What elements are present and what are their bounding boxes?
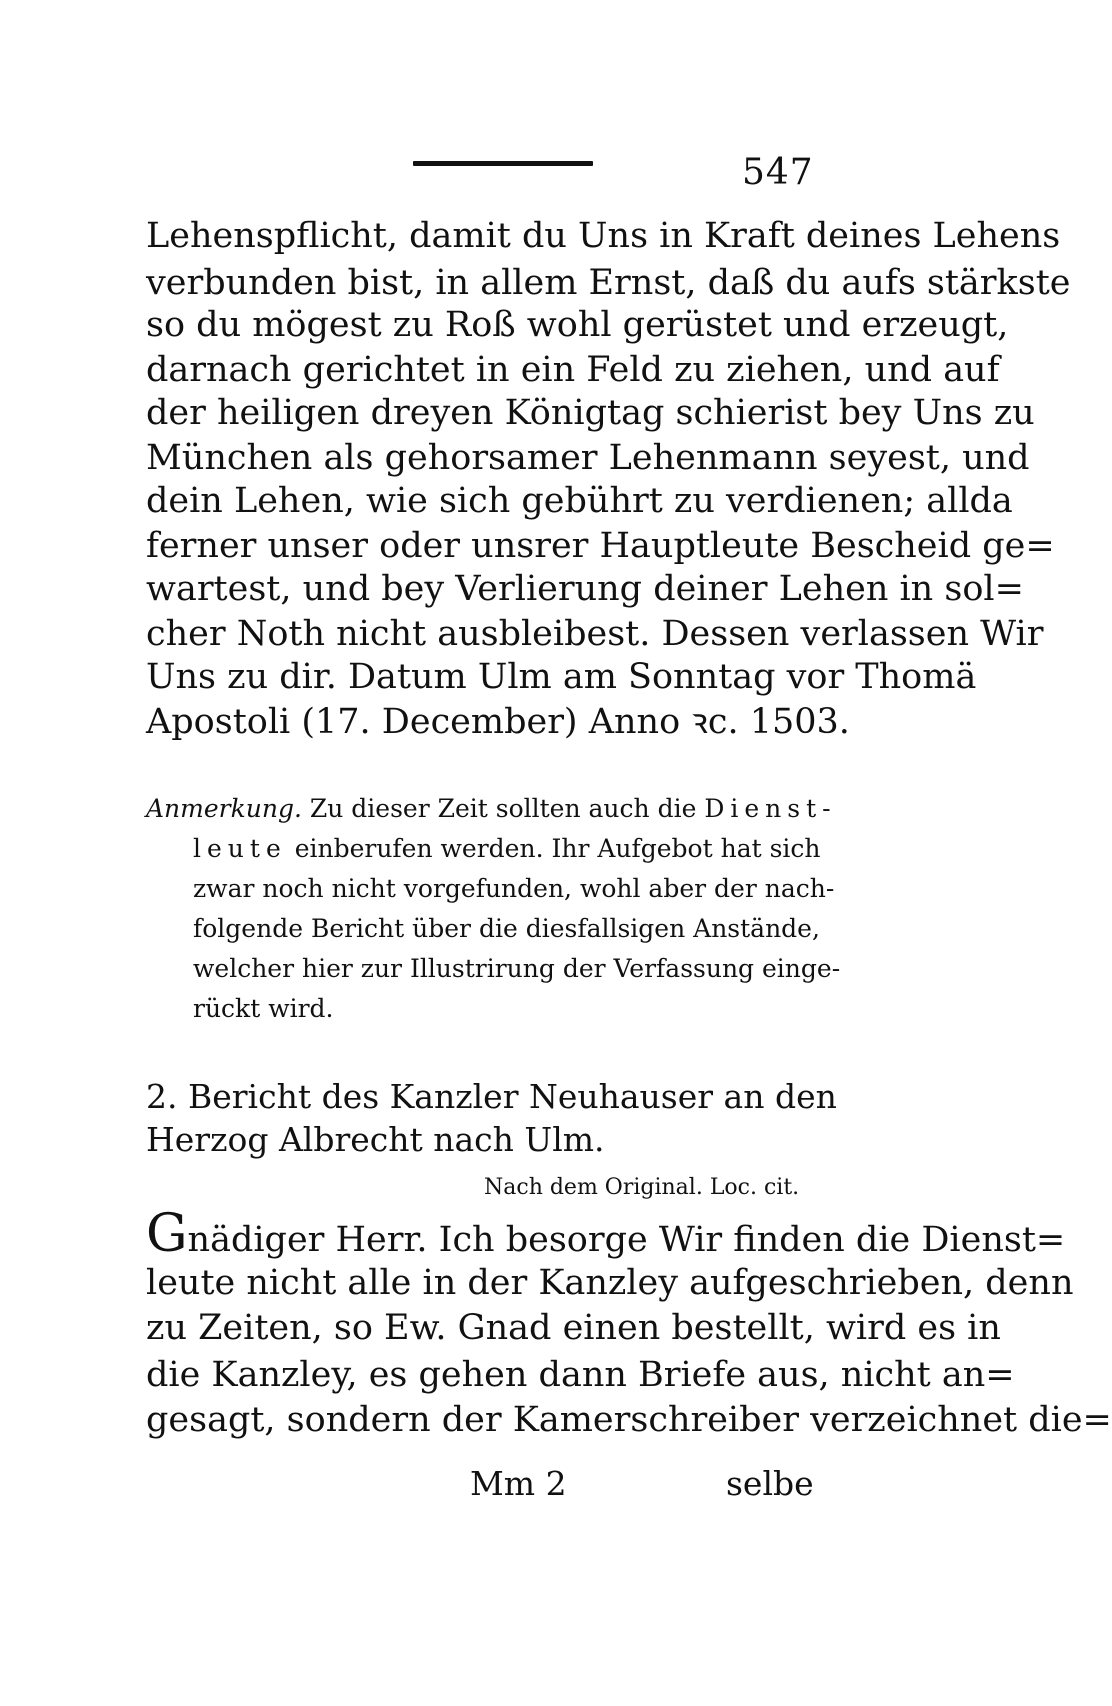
text-line: darnach gerichtet in ein Feld zu ziehen, und auf [146, 350, 1000, 390]
note-label: Anmerkung. [146, 794, 302, 823]
heading-line: Herzog Albrecht nach Ulm. [146, 1120, 605, 1159]
note-line [193, 832, 821, 866]
note-line: rückt wird. [193, 994, 334, 1023]
text-line: so du mögest zu Roß wohl gerüstet und erzeugt, [146, 305, 1009, 345]
text-line: cher Noth nicht ausbleibest. Dessen verlassen Wir [146, 614, 1044, 654]
source-reference: Nach dem Original. Loc. cit. [484, 1175, 800, 1200]
text-line: die Kanzley, es gehen dann Briefe aus, nicht an= [146, 1355, 1015, 1395]
note-text: einberufen werden. Ihr Aufgebot hat sich [294, 834, 821, 863]
text-line: dein Lehen, wie sich gebührt zu verdienen; allda [146, 481, 1013, 521]
note-line: folgende Bericht über die diesfallsigen Anstände, [193, 914, 820, 943]
header-rule [413, 161, 593, 166]
note-line: zwar noch nicht vorgefunden, wohl aber der nach- [193, 874, 835, 903]
text-line: Apostoli (17. December) Anno ꝛc. 1503. [146, 702, 850, 742]
text-line: leute nicht alle in der Kanzley aufgeschrieben, denn [146, 1263, 1074, 1303]
text-line: der heiligen dreyen Königtag schierist bey Uns zu [146, 393, 1035, 433]
text-line: gesagt, sondern der Kamerschreiber verzeichnet die= [146, 1400, 1112, 1440]
note-text: Zu dieser Zeit sollten auch die [309, 794, 697, 823]
text-line: Lehenspflicht, damit du Uns in Kraft deines Lehens [146, 216, 1061, 256]
drop-cap: G [146, 1204, 188, 1264]
signature-mark: Mm 2 [470, 1464, 567, 1503]
heading-line: 2. Bericht des Kanzler Neuhauser an den [146, 1077, 837, 1116]
text-line: Uns zu dir. Datum Ulm am Sonntag vor Thomä [146, 657, 977, 697]
text-line: wartest, und bey Verlierung deiner Lehen in sol= [146, 569, 1024, 609]
text-fragment: nädiger Herr. Ich besorge Wir finden die Dienst= [187, 1220, 1066, 1260]
note-emphasis: Dienst- [704, 794, 837, 823]
note-line [146, 792, 837, 826]
catchword: selbe [726, 1464, 814, 1503]
text-line: zu Zeiten, so Ew. Gnad einen bestellt, wird es in [146, 1308, 1001, 1348]
text-line: ferner unser oder unsrer Hauptleute Bescheid ge= [146, 526, 1055, 566]
text-line [146, 1204, 1066, 1264]
page-number: 547 [742, 152, 814, 193]
text-line: München als gehorsamer Lehenmann seyest, und [146, 438, 1030, 478]
note-line: welcher hier zur Illustrirung der Verfassung einge- [193, 954, 841, 983]
text-line: verbunden bist, in allem Ernst, daß du aufs stärkste [146, 263, 1071, 303]
note-emphasis: leute [193, 834, 287, 863]
